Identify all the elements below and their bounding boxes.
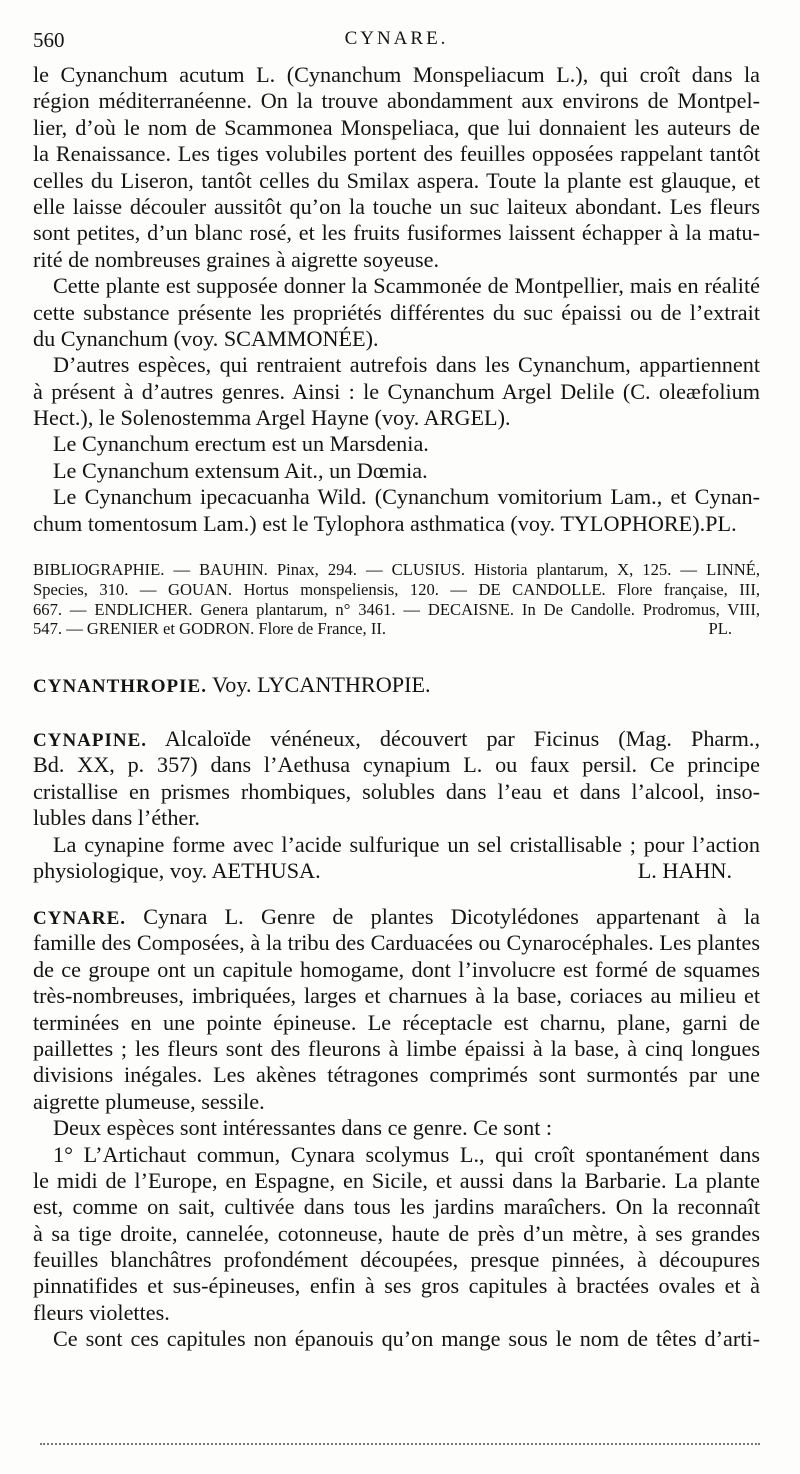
bibliography-line: 547. — GRENIER et GODRON. Flore de France, II. — [33, 619, 387, 639]
text-line: famille des Composées, à la tribu des Carduacées ou Cynarocéphales. Les plantes — [33, 930, 760, 956]
footer-rule — [40, 1443, 760, 1445]
text-line: terminées en une pointe épineuse. Le réceptacle est charnu, plane, garni de — [33, 1009, 760, 1035]
text-line: cristallise en prismes rhombiques, solubles dans l’eau et dans l’alcool, inso- — [33, 778, 760, 804]
text-line: elle laisse découler aussitôt qu’on la touche un suc laiteux abondant. Les fleurs — [33, 193, 760, 219]
text-line: Hect.), le Solenostemma Argel Hayne (voy. ARGEL). — [33, 405, 511, 431]
text-line: lier, d’où le nom de Scammonea Monspeliaca, que lui donnaient les auteurs de — [33, 114, 760, 140]
entry-term: CYNARE. — [33, 908, 127, 929]
text-line: chum tomentosum Lam.) est le Tylophora asthmatica (voy. TYLOPHORE). — [33, 510, 706, 536]
cynare-entry — [33, 904, 760, 1353]
text-line: le Cynanchum acutum L. (Cynanchum Monspeliacum L.), qui croît dans la — [33, 62, 760, 87]
text-line: Ce sont ces capitules non épanouis qu’on mange sous le nom de têtes d’arti- — [53, 1326, 760, 1352]
text-line: lubles dans l’éther. — [33, 805, 200, 831]
text-line: du Cynanchum (voy. SCAMMONÉE). — [33, 325, 379, 351]
text-line: Le Cynanchum erectum est un Marsdenia. — [53, 431, 429, 457]
text-line: D’autres espèces, qui rentraient autrefois dans les Cynanchum, appartiennent — [53, 352, 760, 378]
text-line: à présent à d’autres genres. Ainsi : le Cynanchum Argel Delile (C. oleæfolium — [33, 378, 760, 404]
text-line: divisions inégales. Les akènes tétragones comprimés sont surmontés par une — [33, 1062, 760, 1088]
text-line: très-nombreuses, imbriquées, larges et charnues à la base, coriaces au milieu et — [33, 983, 760, 1009]
bibliography-line: BIBLIOGRAPHIE. — BAUHIN. Pinax, 294. — CLUSIUS. Historia plantarum, X, 125. — LINNÉ, — [33, 560, 760, 579]
running-title: CYNARE. — [344, 28, 449, 49]
text-line: à sa tige droite, cannelée, cotonneuse, haute de près d’un mètre, à ses grandes — [33, 1220, 760, 1246]
text-line: aigrette plumeuse, sessile. — [33, 1088, 265, 1114]
text-line: Deux espèces sont intéressantes dans ce genre. Ce sont : — [53, 1115, 553, 1141]
text-line: cette substance présente les propriétés différentes du suc épaissi ou de l’extrait — [33, 299, 760, 325]
cynapine-entry — [33, 726, 760, 884]
text-line: sont petites, d’un blanc rosé, et les fruits fusiformes laissent échapper à la matu- — [33, 220, 760, 246]
text-line: de ce groupe ont un capitule homogame, dont l’involucre est formé de squames — [33, 956, 760, 982]
entry-line — [33, 672, 760, 698]
text-line: région méditerranéenne. On la trouve abondamment aux environs de Montpel- — [33, 88, 760, 114]
entry-line — [33, 726, 760, 752]
entry-text: Cynara L. Genre de plantes Dicotylédones appartenant à la — [143, 904, 761, 929]
cynanchum-entry-continuation — [33, 62, 760, 537]
author-signature: L. HAHN. — [637, 857, 732, 883]
text-line: le midi de l’Europe, en Espagne, en Sicile, et aussi dans la Barbarie. La plante — [33, 1167, 760, 1193]
text-line: paillettes ; les fleurs sont des fleurons à limbe épaissi à la base, à cinq longues — [33, 1035, 760, 1061]
cynanthropie-entry — [33, 672, 760, 698]
text-line: celles du Liseron, tantôt celles du Smilax aspera. Toute la plante est glauque, et — [33, 167, 760, 193]
bibliography-line: Species, 310. — GOUAN. Hortus monspeliensis, 120. — DE CANDOLLE. Flore française, III, — [33, 579, 760, 599]
author-signature: PL. — [708, 619, 732, 639]
text-line-with-signature — [33, 858, 760, 884]
text-line: Cette plante est supposée donner la Scammonée de Montpellier, mais en réalité — [53, 273, 760, 299]
entry-term: CYNANTHROPIE. — [33, 676, 207, 697]
text-line: est, comme on sait, cultivée dans tous les jardins maraîchers. On la reconnaît — [33, 1194, 760, 1220]
text-line: Le Cynanchum extensum Ait., un Dœmia. — [53, 457, 428, 483]
text-line: rité de nombreuses graines à aigrette soyeuse. — [33, 246, 440, 272]
text-line: 1° L’Artichaut commun, Cynara scolymus L., qui croît spontanément dans — [53, 1141, 760, 1167]
bibliography — [33, 560, 760, 639]
entry-line — [33, 904, 760, 930]
bibliography-line: 667. — ENDLICHER. Genera plantarum, n° 3461. — DECAISNE. In De Candolle. Prodromus, VIII, — [33, 599, 760, 619]
entry-text: Voy. LYCANTHROPIE. — [212, 672, 431, 697]
text-line-with-signature — [33, 511, 760, 537]
page-header — [33, 28, 760, 58]
text-line: la Renaissance. Les tiges volubiles portent des feuilles opposées rappelant tantôt — [33, 141, 760, 167]
text-line: Le Cynanchum ipecacuanha Wild. (Cynanchum vomitorium Lam., et Cynan- — [53, 484, 760, 510]
page-number: 560 — [33, 28, 65, 52]
entry-text: Alcaloïde vénéneux, découvert par Ficinus (Mag. Pharm., — [164, 726, 761, 751]
author-signature: PL. — [705, 510, 737, 536]
entry-term: CYNAPINE. — [33, 730, 148, 751]
text-line: physiologique, voy. AETHUSA. — [33, 857, 321, 883]
text-line: La cynapine forme avec l’acide sulfurique un sel cristallisable ; pour l’action — [53, 831, 760, 857]
bibliography-line-with-signature — [33, 619, 760, 639]
text-line: Bd. XX, p. 357) dans l’Aethusa cynapium L. ou faux persil. Ce principe — [33, 752, 760, 778]
text-line: feuilles blanchâtres profondément découpées, presque pinnées, à découpures — [33, 1247, 760, 1273]
text-line: pinnatifides et sus-épineuses, enfin à ses gros capitules à bractées ovales et à — [33, 1273, 760, 1299]
text-line: fleurs violettes. — [33, 1299, 170, 1325]
